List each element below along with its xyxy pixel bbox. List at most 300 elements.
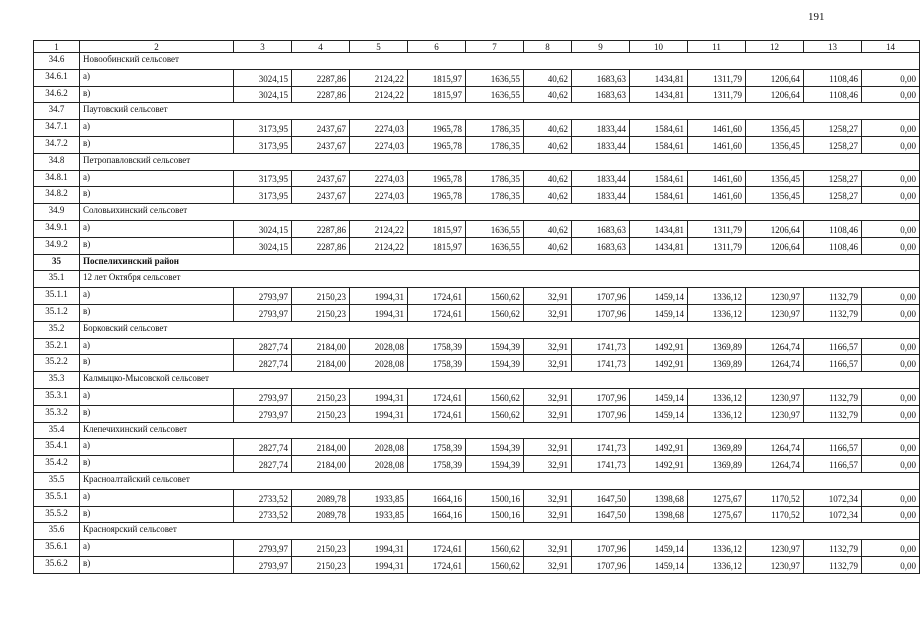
row-label: в) [80, 304, 234, 321]
column-header: 10 [630, 41, 688, 53]
row-label: а) [80, 220, 234, 237]
table-cell: 1492,91 [630, 456, 688, 473]
row-label: в) [80, 136, 234, 153]
table-cell: 1724,61 [408, 304, 466, 321]
row-code: 35 [34, 254, 80, 271]
table-cell: 3024,15 [234, 86, 292, 103]
section-name: Борковский сельсовет [80, 321, 920, 338]
table-row [34, 388, 920, 405]
table-cell: 1786,35 [466, 136, 524, 153]
column-header: 1 [34, 41, 80, 53]
tariff-table [33, 40, 920, 574]
table-cell: 1459,14 [630, 304, 688, 321]
table-cell: 2274,03 [350, 136, 408, 153]
table-cell: 1461,60 [688, 187, 746, 204]
table-cell: 1108,46 [804, 220, 862, 237]
table-cell: 32,91 [524, 456, 572, 473]
table-cell: 1815,97 [408, 86, 466, 103]
row-code: 34.8.1 [34, 170, 80, 187]
row-label: в) [80, 456, 234, 473]
table-cell: 1994,31 [350, 388, 408, 405]
table-cell: 1264,74 [746, 456, 804, 473]
table-cell: 1336,12 [688, 556, 746, 573]
table-cell: 2827,74 [234, 338, 292, 355]
table-cell: 1132,79 [804, 304, 862, 321]
row-code: 35.4.1 [34, 439, 80, 456]
table-cell: 1459,14 [630, 556, 688, 573]
row-code: 35.3 [34, 372, 80, 389]
section-row [34, 372, 920, 389]
table-cell: 2793,97 [234, 556, 292, 573]
column-header: 2 [80, 41, 234, 53]
table-cell: 2184,00 [292, 456, 350, 473]
table-cell: 1724,61 [408, 405, 466, 422]
table-cell: 1584,61 [630, 136, 688, 153]
table-cell: 1594,39 [466, 338, 524, 355]
table-cell: 1336,12 [688, 388, 746, 405]
table-row [34, 120, 920, 137]
table-cell: 1356,45 [746, 136, 804, 153]
table-cell: 1492,91 [630, 439, 688, 456]
row-code: 34.9.2 [34, 237, 80, 254]
column-header: 6 [408, 41, 466, 53]
table-cell: 1230,97 [746, 405, 804, 422]
section-row [34, 53, 920, 70]
table-cell: 32,91 [524, 388, 572, 405]
table-cell: 1434,81 [630, 69, 688, 86]
table-cell: 1072,34 [804, 489, 862, 506]
table-row [34, 187, 920, 204]
table-cell: 1741,73 [572, 338, 630, 355]
table-cell: 2437,67 [292, 187, 350, 204]
row-label: а) [80, 288, 234, 305]
table-row [34, 86, 920, 103]
table-row [34, 355, 920, 372]
table-cell: 0,00 [862, 136, 920, 153]
district-row [34, 254, 920, 271]
row-label: в) [80, 405, 234, 422]
table-cell: 1336,12 [688, 405, 746, 422]
table-cell: 1166,57 [804, 355, 862, 372]
table-cell: 1594,39 [466, 439, 524, 456]
table-cell: 1724,61 [408, 556, 466, 573]
table-cell: 1707,96 [572, 304, 630, 321]
table-cell: 1206,64 [746, 237, 804, 254]
table-cell: 1369,89 [688, 338, 746, 355]
row-label: а) [80, 120, 234, 137]
table-cell: 40,62 [524, 86, 572, 103]
table-cell: 1724,61 [408, 540, 466, 557]
table-cell: 1434,81 [630, 237, 688, 254]
table-cell: 2733,52 [234, 506, 292, 523]
table-cell: 1965,78 [408, 136, 466, 153]
table-cell: 1724,61 [408, 388, 466, 405]
row-code: 35.5 [34, 472, 80, 489]
table-cell: 2287,86 [292, 237, 350, 254]
table-cell: 2150,23 [292, 388, 350, 405]
table-row [34, 69, 920, 86]
table-cell: 3024,15 [234, 220, 292, 237]
table-cell: 1758,39 [408, 338, 466, 355]
section-row [34, 103, 920, 120]
table-cell: 32,91 [524, 304, 572, 321]
table-cell: 1707,96 [572, 405, 630, 422]
table-cell: 2437,67 [292, 136, 350, 153]
table-row [34, 170, 920, 187]
table-cell: 1724,61 [408, 288, 466, 305]
table-cell: 1434,81 [630, 86, 688, 103]
table-cell: 2124,22 [350, 69, 408, 86]
table-cell: 0,00 [862, 405, 920, 422]
table-cell: 1707,96 [572, 556, 630, 573]
table-cell: 0,00 [862, 439, 920, 456]
row-code: 35.5.1 [34, 489, 80, 506]
section-row [34, 153, 920, 170]
table-cell: 2793,97 [234, 405, 292, 422]
table-cell: 32,91 [524, 439, 572, 456]
table-cell: 1786,35 [466, 120, 524, 137]
column-header: 13 [804, 41, 862, 53]
table-cell: 32,91 [524, 288, 572, 305]
row-code: 35.2 [34, 321, 80, 338]
table-cell: 1230,97 [746, 388, 804, 405]
table-cell: 1206,64 [746, 220, 804, 237]
section-row [34, 472, 920, 489]
table-row [34, 304, 920, 321]
table-cell: 0,00 [862, 86, 920, 103]
table-cell: 40,62 [524, 220, 572, 237]
table-cell: 1275,67 [688, 506, 746, 523]
table-cell: 1833,44 [572, 120, 630, 137]
table-cell: 1275,67 [688, 489, 746, 506]
table-cell: 1369,89 [688, 355, 746, 372]
row-label: в) [80, 506, 234, 523]
table-cell: 1206,64 [746, 69, 804, 86]
table-cell: 2827,74 [234, 439, 292, 456]
table-cell: 1994,31 [350, 304, 408, 321]
table-row [34, 556, 920, 573]
table-cell: 40,62 [524, 170, 572, 187]
row-label: в) [80, 187, 234, 204]
table-cell: 1584,61 [630, 120, 688, 137]
row-code: 34.9 [34, 204, 80, 221]
table-cell: 32,91 [524, 540, 572, 557]
table-cell: 0,00 [862, 220, 920, 237]
table-cell: 2287,86 [292, 220, 350, 237]
table-cell: 0,00 [862, 556, 920, 573]
table-cell: 0,00 [862, 506, 920, 523]
row-code: 34.8.2 [34, 187, 80, 204]
table-cell: 0,00 [862, 288, 920, 305]
table-cell: 2124,22 [350, 86, 408, 103]
table-cell: 0,00 [862, 187, 920, 204]
table-cell: 1258,27 [804, 170, 862, 187]
table-cell: 1707,96 [572, 388, 630, 405]
row-code: 34.7.2 [34, 136, 80, 153]
table-cell: 32,91 [524, 506, 572, 523]
section-name: Новообинский сельсовет [80, 53, 920, 70]
table-cell: 3173,95 [234, 187, 292, 204]
table-cell: 1336,12 [688, 288, 746, 305]
table-cell: 1170,52 [746, 489, 804, 506]
table-cell: 1683,63 [572, 69, 630, 86]
table-cell: 32,91 [524, 556, 572, 573]
table-cell: 1166,57 [804, 456, 862, 473]
table-cell: 0,00 [862, 120, 920, 137]
section-name: Петропавловский сельсовет [80, 153, 920, 170]
table-cell: 2150,23 [292, 556, 350, 573]
table-cell: 1108,46 [804, 86, 862, 103]
row-code: 34.9.1 [34, 220, 80, 237]
table-cell: 1965,78 [408, 170, 466, 187]
table-cell: 2274,03 [350, 120, 408, 137]
table-cell: 1683,63 [572, 220, 630, 237]
table-cell: 1311,79 [688, 220, 746, 237]
table-cell: 1311,79 [688, 86, 746, 103]
table-cell: 1594,39 [466, 355, 524, 372]
table-cell: 40,62 [524, 237, 572, 254]
row-label: в) [80, 556, 234, 573]
table-cell: 1166,57 [804, 439, 862, 456]
table-cell: 1356,45 [746, 170, 804, 187]
table-cell: 1560,62 [466, 405, 524, 422]
table-cell: 2150,23 [292, 304, 350, 321]
table-row [34, 136, 920, 153]
table-cell: 2827,74 [234, 456, 292, 473]
section-row [34, 271, 920, 288]
table-cell: 0,00 [862, 237, 920, 254]
table-cell: 1758,39 [408, 439, 466, 456]
table-cell: 1461,60 [688, 136, 746, 153]
table-cell: 2827,74 [234, 355, 292, 372]
table-cell: 1758,39 [408, 355, 466, 372]
table-row [34, 456, 920, 473]
row-label: а) [80, 540, 234, 557]
table-row [34, 506, 920, 523]
row-code: 35.6 [34, 523, 80, 540]
table-cell: 1636,55 [466, 86, 524, 103]
table-cell: 1258,27 [804, 187, 862, 204]
table-cell: 1664,16 [408, 489, 466, 506]
table-cell: 2089,78 [292, 489, 350, 506]
table-cell: 1258,27 [804, 120, 862, 137]
table-cell: 2028,08 [350, 439, 408, 456]
table-cell: 2437,67 [292, 120, 350, 137]
table-cell: 1683,63 [572, 237, 630, 254]
table-cell: 0,00 [862, 170, 920, 187]
table-cell: 1434,81 [630, 220, 688, 237]
page-number: 191 [808, 11, 825, 23]
table-cell: 2287,86 [292, 86, 350, 103]
table-row [34, 540, 920, 557]
table-row [34, 405, 920, 422]
table-cell: 1741,73 [572, 456, 630, 473]
table-cell: 1264,74 [746, 439, 804, 456]
table-cell: 1664,16 [408, 506, 466, 523]
table-cell: 32,91 [524, 355, 572, 372]
table-cell: 1264,74 [746, 338, 804, 355]
column-header: 3 [234, 41, 292, 53]
table-cell: 2124,22 [350, 220, 408, 237]
table-cell: 0,00 [862, 355, 920, 372]
row-code: 35.4 [34, 422, 80, 439]
table-cell: 1636,55 [466, 69, 524, 86]
table-cell: 3173,95 [234, 120, 292, 137]
table-cell: 40,62 [524, 136, 572, 153]
table-cell: 1336,12 [688, 540, 746, 557]
table-cell: 1994,31 [350, 540, 408, 557]
section-name: Соловьихинский сельсовет [80, 204, 920, 221]
table-cell: 1492,91 [630, 355, 688, 372]
table-cell: 1647,50 [572, 489, 630, 506]
table-cell: 2124,22 [350, 237, 408, 254]
table-cell: 1398,68 [630, 489, 688, 506]
table-cell: 1707,96 [572, 540, 630, 557]
column-header: 11 [688, 41, 746, 53]
table-cell: 2793,97 [234, 304, 292, 321]
table-cell: 0,00 [862, 456, 920, 473]
table-cell: 1560,62 [466, 288, 524, 305]
column-header: 12 [746, 41, 804, 53]
table-cell: 1206,64 [746, 86, 804, 103]
table-cell: 1833,44 [572, 187, 630, 204]
table-cell: 3173,95 [234, 170, 292, 187]
table-cell: 32,91 [524, 338, 572, 355]
table-row [34, 220, 920, 237]
table-cell: 3024,15 [234, 69, 292, 86]
table-cell: 1500,16 [466, 506, 524, 523]
table-cell: 2028,08 [350, 456, 408, 473]
table-cell: 1833,44 [572, 136, 630, 153]
table-cell: 1459,14 [630, 405, 688, 422]
table-cell: 0,00 [862, 388, 920, 405]
section-name: Красноалтайский сельсовет [80, 472, 920, 489]
row-label: а) [80, 388, 234, 405]
table-cell: 32,91 [524, 489, 572, 506]
section-row [34, 523, 920, 540]
table-cell: 1636,55 [466, 220, 524, 237]
column-header: 5 [350, 41, 408, 53]
table-cell: 1965,78 [408, 120, 466, 137]
table-cell: 1815,97 [408, 69, 466, 86]
table-cell: 0,00 [862, 540, 920, 557]
table-cell: 1786,35 [466, 187, 524, 204]
table-cell: 1560,62 [466, 304, 524, 321]
table-cell: 1560,62 [466, 388, 524, 405]
table-cell: 2437,67 [292, 170, 350, 187]
table-cell: 1336,12 [688, 304, 746, 321]
table-cell: 40,62 [524, 120, 572, 137]
table-cell: 2287,86 [292, 69, 350, 86]
column-header: 14 [862, 41, 920, 53]
column-header: 8 [524, 41, 572, 53]
table-cell: 2184,00 [292, 355, 350, 372]
row-code: 34.6 [34, 53, 80, 70]
table-cell: 1170,52 [746, 506, 804, 523]
section-row [34, 204, 920, 221]
table-cell: 1132,79 [804, 405, 862, 422]
table-row [34, 237, 920, 254]
table-cell: 1264,74 [746, 355, 804, 372]
row-code: 34.6.1 [34, 69, 80, 86]
table-cell: 1815,97 [408, 237, 466, 254]
row-label: в) [80, 355, 234, 372]
row-code: 35.6.2 [34, 556, 80, 573]
table-cell: 1647,50 [572, 506, 630, 523]
table-cell: 1258,27 [804, 136, 862, 153]
row-label: а) [80, 489, 234, 506]
table-cell: 1108,46 [804, 69, 862, 86]
section-row [34, 422, 920, 439]
table-body [34, 53, 920, 574]
table-cell: 1311,79 [688, 69, 746, 86]
section-name: Клепечихинский сельсовет [80, 422, 920, 439]
table-cell: 1230,97 [746, 556, 804, 573]
table-cell: 1166,57 [804, 338, 862, 355]
table-cell: 40,62 [524, 69, 572, 86]
table-cell: 1230,97 [746, 304, 804, 321]
row-code: 35.2.2 [34, 355, 80, 372]
table-cell: 1132,79 [804, 388, 862, 405]
row-code: 34.8 [34, 153, 80, 170]
table-cell: 1786,35 [466, 170, 524, 187]
table-cell: 2274,03 [350, 170, 408, 187]
table-row [34, 288, 920, 305]
table-cell: 1584,61 [630, 170, 688, 187]
row-code: 35.5.2 [34, 506, 80, 523]
row-label: а) [80, 170, 234, 187]
table-cell: 1584,61 [630, 187, 688, 204]
table-cell: 1994,31 [350, 556, 408, 573]
table-cell: 2274,03 [350, 187, 408, 204]
section-name: Калмыцко-Мысовской сельсовет [80, 372, 920, 389]
column-header-row [34, 41, 920, 53]
table-cell: 1492,91 [630, 338, 688, 355]
row-code: 34.6.2 [34, 86, 80, 103]
table-cell: 1741,73 [572, 355, 630, 372]
table-cell: 1636,55 [466, 237, 524, 254]
table-cell: 2028,08 [350, 355, 408, 372]
table-cell: 1132,79 [804, 556, 862, 573]
section-name: Паутовский сельсовет [80, 103, 920, 120]
table-cell: 2793,97 [234, 388, 292, 405]
table-cell: 1758,39 [408, 456, 466, 473]
table-cell: 2089,78 [292, 506, 350, 523]
table-cell: 1230,97 [746, 540, 804, 557]
district-name: Поспелихинский район [80, 254, 920, 271]
table-cell: 32,91 [524, 405, 572, 422]
table-cell: 3173,95 [234, 136, 292, 153]
table-cell: 1933,85 [350, 506, 408, 523]
row-code: 35.1.2 [34, 304, 80, 321]
table-cell: 1500,16 [466, 489, 524, 506]
table-cell: 1707,96 [572, 288, 630, 305]
table-cell: 1560,62 [466, 556, 524, 573]
row-code: 34.7.1 [34, 120, 80, 137]
section-name: Красноярский сельсовет [80, 523, 920, 540]
section-row [34, 321, 920, 338]
table-cell: 40,62 [524, 187, 572, 204]
row-label: а) [80, 338, 234, 355]
table-cell: 1398,68 [630, 506, 688, 523]
table-cell: 1560,62 [466, 540, 524, 557]
table-cell: 0,00 [862, 304, 920, 321]
table-cell: 2028,08 [350, 338, 408, 355]
table-cell: 0,00 [862, 338, 920, 355]
table-cell: 2184,00 [292, 439, 350, 456]
table-cell: 2793,97 [234, 288, 292, 305]
row-code: 35.4.2 [34, 456, 80, 473]
